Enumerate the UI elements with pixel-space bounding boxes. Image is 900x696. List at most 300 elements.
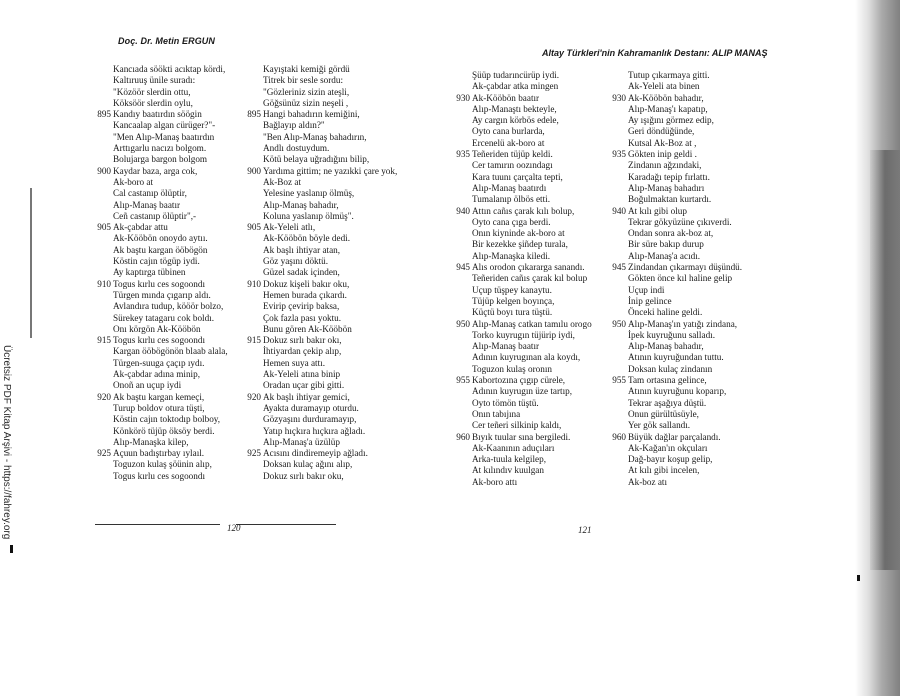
verse-line [113, 459, 228, 470]
verse-text: Yelesine yaslanıp ölmüş, [263, 188, 355, 199]
verse-text: Alıp-Manaş baatır [113, 199, 181, 210]
verse-text: Cal castanıp ölüptir, [113, 188, 187, 199]
verse-text: Ak-Kööbön onoydo aytıı. [113, 233, 208, 244]
verse-line [113, 301, 228, 312]
verse-line [113, 154, 228, 165]
verse-line [97, 165, 228, 177]
verse-number: 905 [247, 222, 261, 233]
verse-line [263, 301, 397, 312]
verse-line [628, 341, 742, 352]
verse-text: Türgen mında çıgarıp aldı. [113, 289, 211, 300]
verse-line [247, 165, 398, 177]
verse-line [612, 431, 742, 443]
verse-line [263, 256, 397, 267]
verse-text: Avlandıra tudup, kööör bolzo, [113, 301, 224, 312]
verse-text: Ak-Boz at [263, 176, 302, 187]
verse-text: Önceki haline geldi. [628, 307, 703, 318]
verse-number: 920 [247, 391, 261, 402]
verse-number: 915 [247, 335, 261, 346]
verse-text: Dokuz kişeli bakır oku, [263, 278, 350, 289]
verse-line [628, 239, 742, 250]
verse-text: At kılı gibi olup [628, 205, 687, 216]
verse-text: Köstin cajın toktodıp bolboy, [113, 414, 221, 425]
verse-text: Titrek bir sesle sordu: [263, 75, 344, 86]
verse-line [263, 380, 397, 391]
verse-text: Bıyık tuular sına bergiledi. [472, 431, 571, 442]
verse-line [263, 358, 397, 369]
verse-text: Ak başlı ihtiyar gemici, [263, 391, 350, 402]
verse-line [113, 267, 228, 278]
verse-line [612, 92, 742, 104]
verse-line [472, 398, 592, 409]
verse-line [263, 233, 397, 244]
page-number-right: 121 [578, 525, 592, 535]
verse-line [263, 132, 397, 143]
verse-text: Doksan kulaç zindanın [628, 363, 713, 374]
verse-text: Atının kuyruğunu koparıp, [628, 386, 727, 397]
verse-text: Turup boldov otura tüşti, [113, 402, 205, 413]
verse-text: Dağ-bayır koşup gelip, [628, 454, 713, 465]
verse-number: 895 [97, 109, 111, 120]
verse-line [113, 188, 228, 199]
verse-number: 940 [456, 205, 470, 216]
verse-number: 945 [456, 262, 470, 273]
verse-line [472, 307, 592, 318]
verse-line [263, 154, 397, 165]
verse-line [472, 341, 592, 352]
verse-line [628, 126, 742, 137]
verse-text: Tutup çıkarmaya gitti. [628, 70, 710, 80]
verse-line [472, 126, 592, 137]
verse-line [472, 420, 592, 431]
verse-line [113, 98, 228, 109]
verse-line [97, 278, 228, 290]
verse-text: Yer gök sallandı. [628, 420, 691, 431]
verse-number: 910 [247, 278, 261, 289]
verse-text: Bolujarga bargon bolgom [113, 154, 208, 165]
verse-text: Ak-Kaanının aduçıları [472, 442, 555, 453]
verse-line [628, 183, 742, 194]
verse-text: Göz yaşını döktü. [263, 256, 329, 267]
verse-text: Türgen-suuga çaçıp ıydı. [113, 357, 205, 368]
verse-line [113, 369, 228, 380]
verse-number: 930 [456, 92, 470, 103]
verse-text: Kabortozına çıgıp cürele, [472, 375, 566, 386]
verse-text: Alıs orodon çıkararga sanandı. [472, 262, 585, 273]
verse-line [456, 375, 592, 386]
archive-watermark: Ücretsiz PDF Kitap Arşivi - https://fahrey.org [1, 345, 12, 540]
verse-line [113, 313, 228, 324]
verse-number: 895 [247, 109, 261, 120]
verse-text: Tekrar gökyüzüne çıkıverdi. [628, 216, 732, 227]
verse-text: Ak-boro attı [472, 476, 518, 487]
verse-line [472, 115, 592, 126]
verse-text: Köstin cajın tögüp iydi. [113, 256, 200, 267]
verse-text: Uçup tüşpey kanaytu. [472, 284, 552, 295]
verse-text: Toguzon kulaş oronın [472, 363, 552, 374]
verse-text: Togus kırlu ces sogoondı [113, 470, 205, 481]
verse-text: Ak baştu kargan kemeçi, [113, 391, 205, 402]
verse-line [113, 177, 228, 188]
verse-text: İhtiyardan çekip alıp, [263, 346, 342, 357]
verse-line [612, 262, 743, 273]
verse-text: Togus kırlu ces sogoondı [113, 278, 205, 289]
verse-line [472, 251, 592, 262]
verse-text: Ak-Kööbön baatır [472, 92, 540, 103]
verse-number: 945 [612, 262, 626, 273]
verse-text: Kötü belaya uğradığını bilip, [263, 154, 370, 165]
verse-text: Alıp-Manaş bahadırı [628, 182, 705, 193]
verse-line [456, 262, 592, 273]
verse-line [472, 477, 592, 488]
verse-line [472, 104, 592, 115]
verse-number: 925 [247, 448, 261, 459]
verse-line [628, 307, 742, 318]
verse-text: Adının kuyrugınan ala koydı, [472, 352, 581, 363]
verse-text: Kandıy baatırdın söögin [113, 109, 202, 120]
footer-rule [236, 524, 336, 525]
verse-line [628, 273, 742, 284]
poem-column-turkish-left [247, 64, 398, 482]
verse-line [113, 75, 228, 86]
verse-line [472, 330, 592, 341]
page-number-left: 120 [227, 523, 241, 533]
verse-line [263, 120, 397, 131]
verse-line [263, 459, 397, 470]
verse-line [113, 256, 228, 267]
verse-text: Atının kuyruğundan tuttu. [628, 352, 724, 363]
verse-number: 900 [97, 165, 111, 176]
verse-text: Doksan kulaç ağını alıp, [263, 459, 353, 470]
scan-edge-dark [870, 150, 900, 570]
verse-line [247, 448, 397, 459]
verse-number: 955 [612, 375, 626, 386]
verse-number: 920 [97, 391, 111, 402]
verse-line [263, 211, 397, 222]
verse-line [113, 426, 228, 437]
verse-text: Oyto cana burlarda, [472, 126, 545, 137]
verse-text: Alıp-Manaş bahadır, [628, 341, 704, 352]
verse-text: Ay cargın körbös edele, [472, 115, 559, 126]
verse-text: Büyük dağlar parçalandı. [628, 431, 721, 442]
verse-line [628, 228, 742, 239]
verse-text: Attın cañıs çarak kılı bolup, [472, 205, 575, 216]
verse-text: Onun gürültüsüyle, [628, 408, 699, 419]
verse-line [263, 414, 397, 425]
verse-line [247, 222, 397, 233]
verse-text: "Men Alıp-Manaş baatırdın [113, 131, 215, 142]
verse-line [472, 70, 592, 81]
verse-text: Açuun badıştırbay ıylaıl. [113, 448, 205, 459]
verse-text: Cer tamırın oozındagı [472, 160, 553, 171]
verse-text: Hemen suya attı. [263, 357, 325, 368]
verse-text: Hangi bahadırın kemiğini, [263, 109, 360, 120]
verse-text: Ak-Yeleli ata binen [628, 81, 700, 92]
verse-number: 955 [456, 375, 470, 386]
verse-line [472, 386, 592, 397]
verse-line [113, 403, 228, 414]
verse-line [472, 138, 592, 149]
verse-text: Ondan sonra ak-boz at, [628, 228, 714, 239]
verse-line [247, 109, 397, 120]
verse-text: Alıp-Manaş baatırdı [472, 182, 547, 193]
verse-line [472, 81, 592, 92]
verse-number: 930 [612, 92, 626, 103]
verse-line [263, 64, 397, 75]
verse-text: "Gözleriniz sizin ateşli, [263, 86, 350, 97]
verse-text: Bir süre bakıp durup [628, 239, 704, 250]
verse-line [113, 87, 228, 98]
verse-text: Kargan ööbögönön blaab alala, [113, 346, 228, 357]
verse-text: Arttıgarlu nacızı bolgom. [113, 143, 207, 154]
verse-line [472, 183, 592, 194]
verse-text: Hemen burada çıkardı. [263, 289, 347, 300]
verse-line [456, 431, 592, 443]
verse-line [456, 318, 592, 330]
verse-text: Ak-Kağan'ın okçuları [628, 442, 708, 453]
verse-line [97, 335, 228, 346]
verse-text: Torko kuyrugın tüjürip iydi, [472, 329, 575, 340]
scan-mark [10, 545, 13, 553]
verse-line [263, 471, 397, 482]
poem-column-altay-right [456, 70, 592, 488]
verse-line [472, 443, 592, 454]
verse-line [612, 375, 742, 386]
verse-text: Teñeriden tüjüp keldi. [472, 149, 553, 160]
verse-line [97, 448, 228, 459]
verse-text: Evirip çevirip baksa, [263, 301, 340, 312]
verse-line [247, 335, 397, 346]
verse-text: Ceñ castanıp ölüptir",- [113, 210, 197, 221]
verse-line [113, 358, 228, 369]
verse-line [113, 471, 228, 482]
verse-line [628, 443, 742, 454]
verse-text: Kaydar baza, arga cok, [113, 165, 198, 176]
verse-text: Onın kiyninde ak-boro at [472, 228, 565, 239]
verse-text: Alıp-Manaş baatır [472, 341, 540, 352]
verse-text: At kılındıv kuulgan [472, 465, 544, 476]
verse-line [113, 380, 228, 391]
verse-line [113, 290, 228, 301]
verse-line [247, 278, 397, 290]
verse-line [612, 149, 742, 160]
verse-text: Tekrar aşağıya düştü. [628, 397, 707, 408]
verse-text: Ak-çabdar atka mingen [472, 81, 559, 92]
verse-text: Tam ortasına gelince, [628, 375, 707, 386]
verse-line [97, 222, 228, 233]
verse-line [472, 194, 592, 205]
verse-line [263, 267, 397, 278]
verse-text: İnip gelince [628, 295, 672, 306]
verse-text: Gözyaşını durduramayıp, [263, 414, 357, 425]
verse-text: "Közöör slerdin ottu, [113, 86, 191, 97]
verse-line [97, 391, 228, 403]
verse-text: Ercenelü ak-boro at [472, 137, 545, 148]
verse-text: Güzel sadak içinden, [263, 267, 340, 278]
verse-line [113, 233, 228, 244]
verse-text: Toguzon kulaş şöünin alıp, [113, 459, 212, 470]
verse-line [113, 211, 228, 222]
verse-text: Oradan uçar gibi gitti. [263, 380, 345, 391]
verse-text: "Ben Alıp-Manaş bahadırın, [263, 131, 367, 142]
verse-text: Cer teñeri silkinip kaldı, [472, 420, 562, 431]
verse-text: Sürekey tatagaru cok boldı. [113, 312, 215, 323]
verse-text: Koluna yaslanıp ölmüş". [263, 210, 354, 221]
verse-text: Alıp-Manaş bahadır, [263, 199, 339, 210]
verse-line [628, 70, 742, 81]
verse-text: Ak-boro at [113, 176, 154, 187]
verse-text: Kaltıruuş ünile suradı: [113, 75, 196, 86]
verse-line [628, 454, 742, 465]
verse-text: Arka-tuula kelgilep, [472, 454, 546, 465]
verse-text: Bir kezekke şiñdep turala, [472, 239, 568, 250]
verse-line [263, 403, 397, 414]
verse-line [113, 245, 228, 256]
verse-line [472, 285, 592, 296]
verse-text: Ak başlı ihtiyar atan, [263, 244, 341, 255]
verse-line [456, 92, 592, 104]
verse-line [628, 251, 742, 262]
verse-number: 915 [97, 335, 111, 346]
verse-line [113, 324, 228, 335]
verse-line [472, 160, 592, 171]
verse-text: Kancıada söökti acıktap kördi, [113, 64, 226, 74]
verse-text: Andlı dostuydum. [263, 143, 330, 154]
verse-line [113, 414, 228, 425]
verse-text: Onı körgön Ak-Kööbön [113, 323, 201, 334]
verse-text: Dokuz sırlı bakır okı, [263, 335, 342, 346]
verse-line [628, 364, 742, 375]
verse-line [628, 81, 742, 92]
verse-line [263, 437, 397, 448]
verse-line [472, 364, 592, 375]
verse-line [263, 188, 397, 199]
verse-number: 910 [97, 278, 111, 289]
author-header: Doç. Dr. Metin ERGUN [118, 36, 216, 46]
verse-text: Togus kırlu ces sogoondı [113, 335, 205, 346]
verse-line [97, 109, 228, 120]
verse-line [612, 205, 742, 217]
verse-line [628, 352, 742, 363]
verse-text: Dokuz sırlı bakır oku, [263, 470, 344, 481]
verse-text: Ak-Yeleli atına binip [263, 369, 341, 380]
verse-line [612, 318, 742, 330]
verse-line [472, 239, 592, 250]
verse-line [263, 369, 397, 380]
verse-line [472, 454, 592, 465]
verse-text: Çok fazla pası yoktu. [263, 312, 342, 323]
verse-line [263, 290, 397, 301]
verse-line [628, 138, 742, 149]
book-title-header: Altay Türkleri'nin Kahramanlık Destanı: ALIP MANAŞ [542, 48, 768, 58]
verse-text: Gökten önce kıl haline gelip [628, 273, 733, 284]
verse-line [628, 420, 742, 431]
verse-text: Könkörö tüjüp öksöy berdi. [113, 425, 215, 436]
verse-number: 900 [247, 165, 261, 176]
verse-line [628, 194, 742, 205]
verse-line [263, 177, 397, 188]
verse-line [628, 409, 742, 420]
verse-text: Yardıma gittim; ne yazıkki çare yok, [263, 165, 398, 176]
verse-line [472, 465, 592, 476]
verse-text: Bağlayıp aldın?" [263, 120, 325, 131]
verse-line [113, 346, 228, 357]
verse-line [628, 330, 742, 341]
verse-text: Alıp-Manaş'ın yatığı zindana, [628, 318, 738, 329]
verse-line [113, 120, 228, 131]
verse-number: 950 [612, 318, 626, 329]
verse-line [628, 386, 742, 397]
verse-text: Ay kaptırga tübinen [113, 267, 186, 278]
verse-line [113, 132, 228, 143]
poem-column-turkish-right [612, 70, 743, 488]
footer-rule [95, 524, 220, 525]
verse-line [472, 217, 592, 228]
verse-text: Alıp-Manaş'ı kapatıp, [628, 103, 708, 114]
verse-text: Zindanın ağzındaki, [628, 160, 702, 171]
verse-line [628, 160, 742, 171]
verse-text: Ak-boz atı [628, 476, 668, 487]
verse-line [263, 324, 397, 335]
verse-text: Ayakta duramayıp oturdu. [263, 402, 359, 413]
verse-line [472, 228, 592, 239]
verse-line [113, 200, 228, 211]
verse-line [456, 149, 592, 160]
verse-text: Alıp-Manaş'a üzülüp [263, 436, 340, 447]
verse-line [628, 217, 742, 228]
verse-text: Kara tuunı çarçalta tepti, [472, 171, 563, 182]
verse-text: Ak-Kööbön bahadır, [628, 92, 704, 103]
verse-text: Alıp-Manaşka kiledi. [472, 250, 551, 261]
verse-text: Ak-Yeleli atlı, [263, 222, 316, 233]
verse-number: 905 [97, 222, 111, 233]
verse-text: Karadağı tepip fırlattı. [628, 171, 710, 182]
verse-line [628, 465, 742, 476]
verse-text: Oyto tömön tüştü. [472, 397, 539, 408]
verse-line [263, 426, 397, 437]
verse-line [628, 115, 742, 126]
verse-text: Bunu gören Ak-Kööbön [263, 323, 352, 334]
scan-mark [857, 575, 860, 581]
verse-line [472, 296, 592, 307]
verse-number: 935 [612, 149, 626, 160]
verse-text: Ak-çabdar adına minip, [113, 369, 200, 380]
verse-line [247, 391, 397, 403]
verse-line [113, 64, 228, 75]
verse-number: 950 [456, 318, 470, 329]
verse-text: Teñeriden cañıs çarak kıl bolup [472, 273, 588, 284]
verse-text: Ak baştu kargan ööbögön [113, 244, 208, 255]
verse-line [263, 313, 397, 324]
verse-number: 960 [456, 431, 470, 442]
verse-text: Geri döndüğünde, [628, 126, 695, 137]
verse-line [113, 143, 228, 154]
verse-text: Alıp-Manaş catkan tamılu orogo [472, 318, 592, 329]
verse-text: Göğsünüz sizin neşeli , [263, 97, 349, 108]
verse-text: At kılı gibi incelen, [628, 465, 700, 476]
verse-text: Ak-Kööbön böyle dedi. [263, 233, 351, 244]
verse-line [628, 172, 742, 183]
verse-text: Köksöör slerdin oylu, [113, 97, 193, 108]
verse-text: Tumalanıp ölbös etti. [472, 194, 551, 205]
verse-line [628, 398, 742, 409]
verse-text: Kayıştaki kemiği gördü [263, 64, 350, 74]
verse-line [472, 172, 592, 183]
verse-line [263, 346, 397, 357]
verse-text: Boğulmaktan kurtardı. [628, 194, 712, 205]
verse-text: Alıp-Manaştı bekteyle, [472, 103, 557, 114]
verse-line [628, 285, 742, 296]
